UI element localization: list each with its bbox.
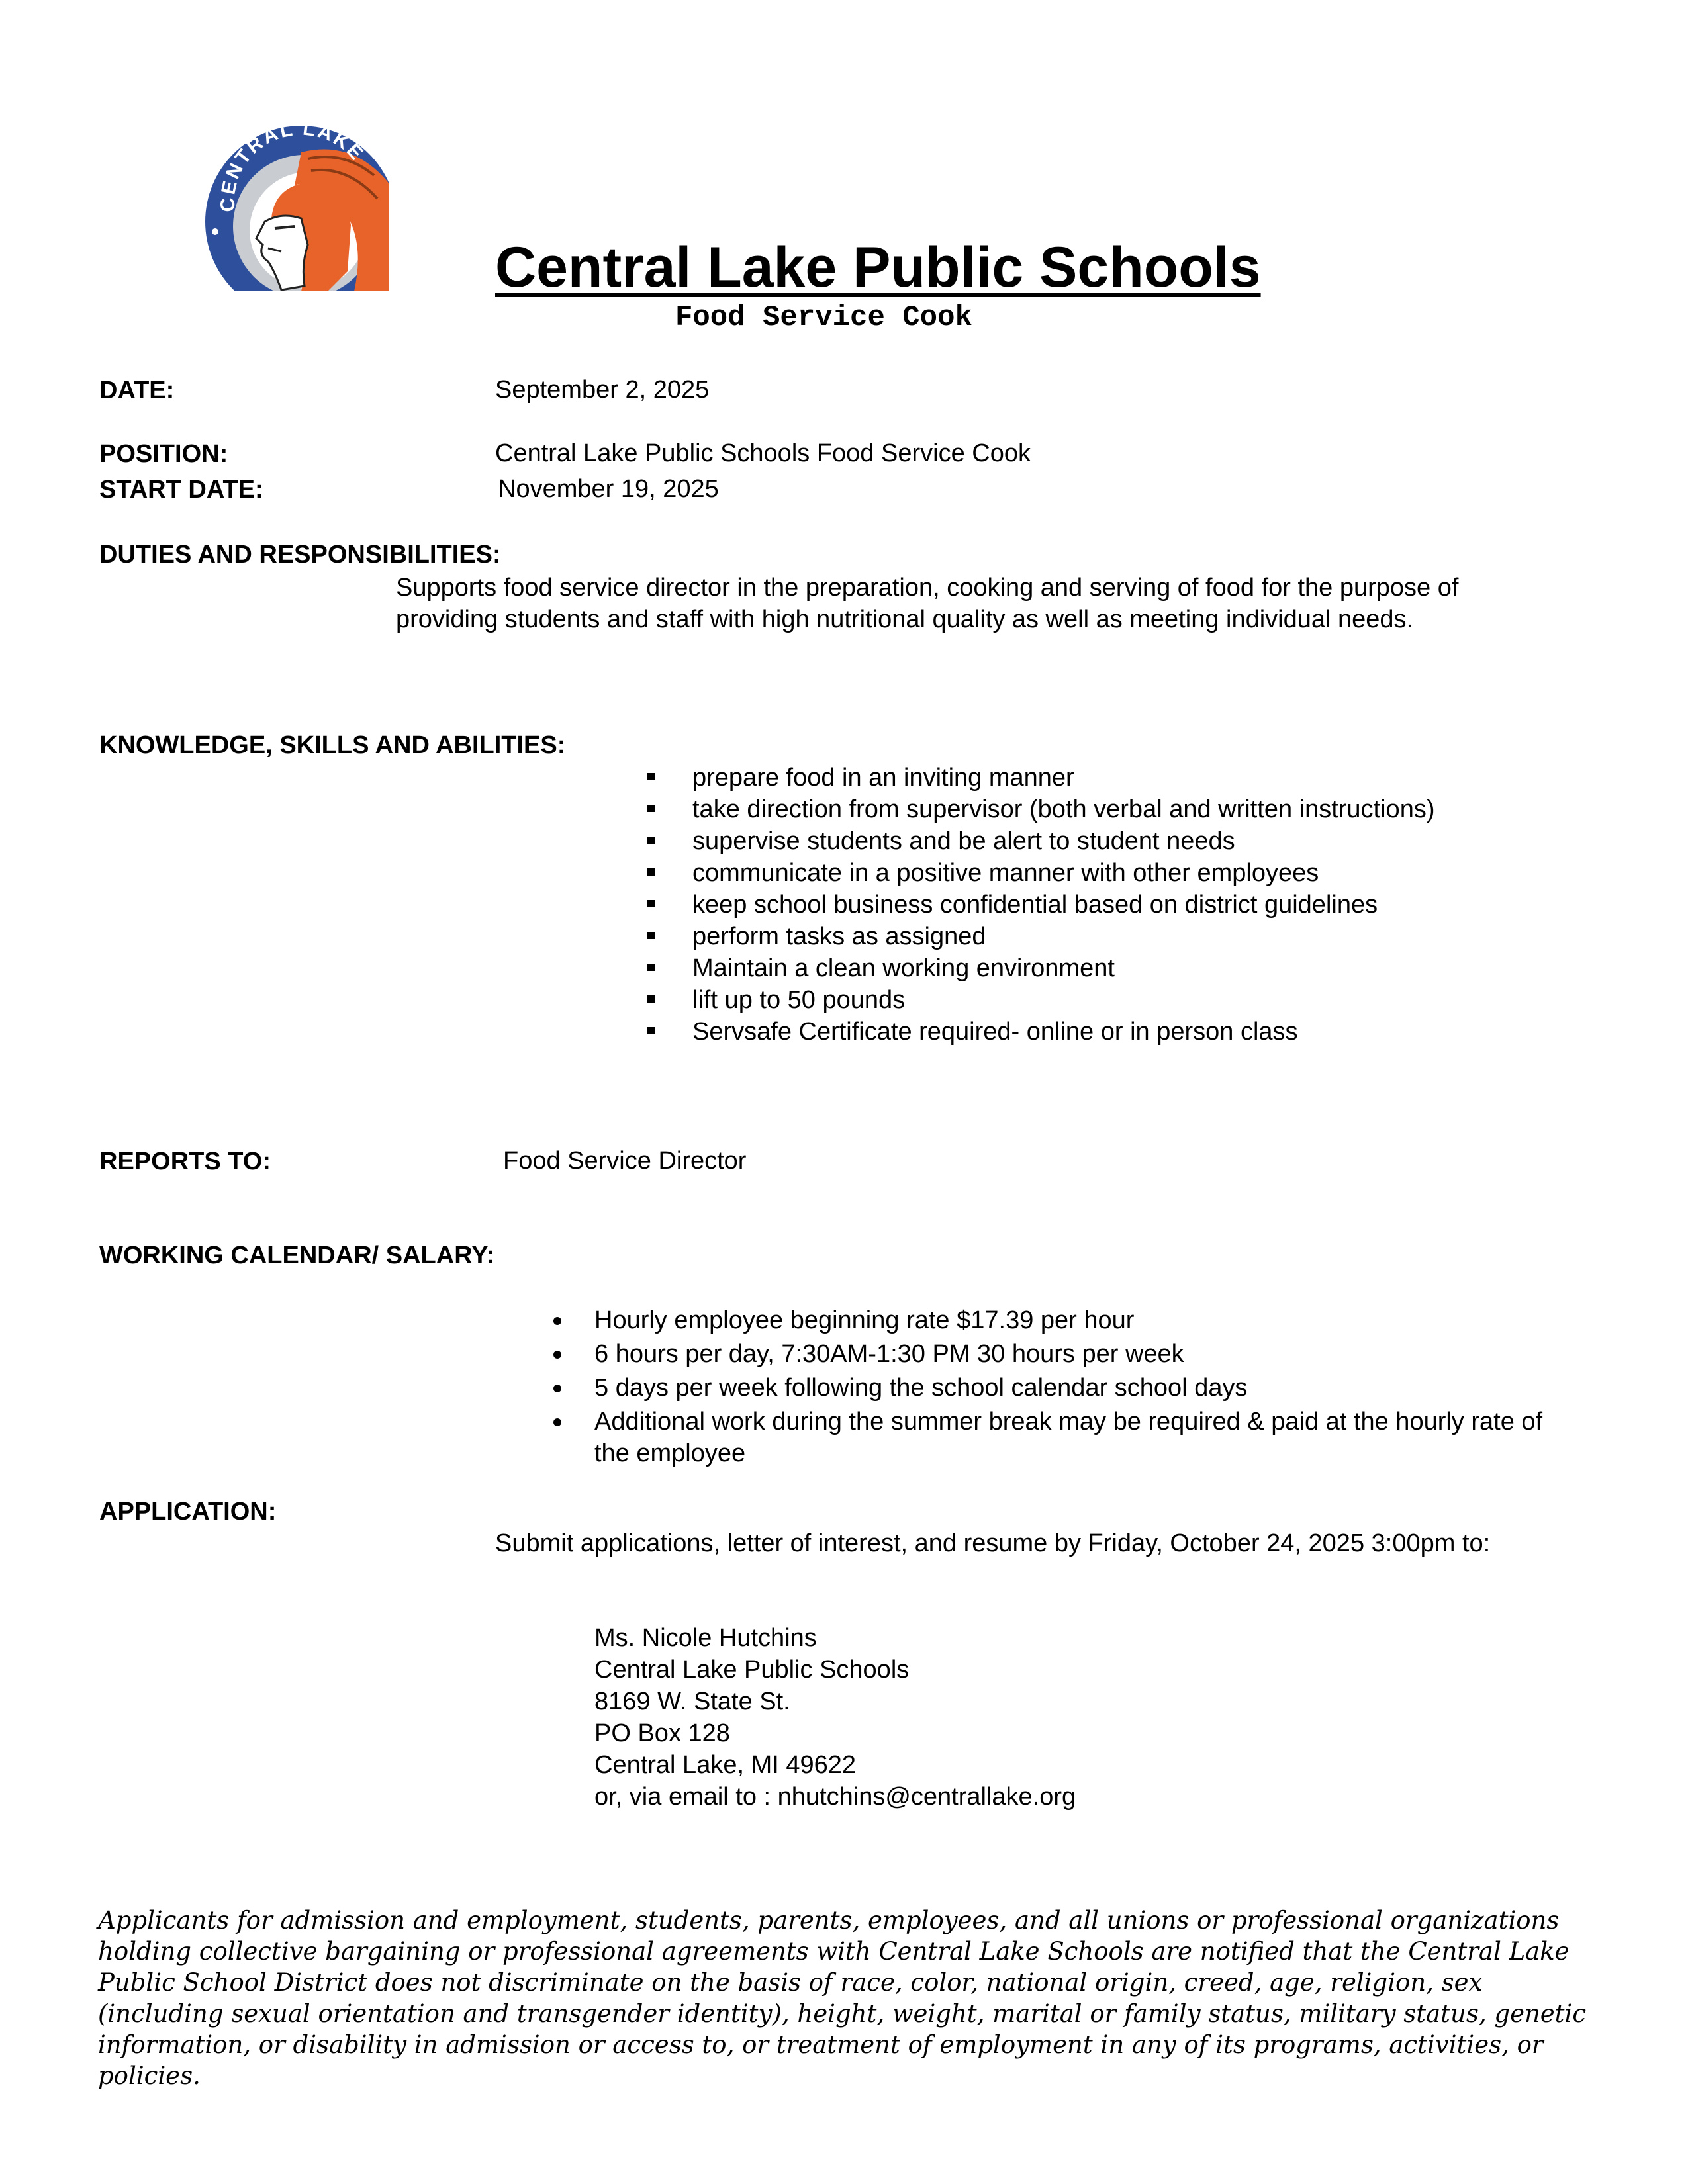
address-email-line: or, via email to : nhutchins@centrallake.org [594,1783,1076,1811]
address-line: Central Lake, MI 49622 [594,1751,857,1779]
list-item: keep school business confidential based on district guidelines [692,889,1434,921]
list-item: 6 hours per day, 7:30AM-1:30 PM 30 hours per week [594,1338,1561,1370]
address-line: 8169 W. State St. [594,1688,790,1715]
reports-to-value: Food Service Director [503,1147,747,1175]
round-bullet-icon [553,1418,561,1426]
square-bullet-icon [647,964,655,971]
duties-label: DUTIES AND RESPONSIBILITIES: [99,541,501,569]
duties-text: Supports food service director in the preparation, cooking and serving of food for the purpose of providing students and staff with high nutritional quality as well as meeting individual needs. [396,574,1459,633]
application-text: Submit applications, letter of interest, and resume by Friday, October 24, 2025 3:00pm to: [495,1529,1491,1557]
square-bullet-icon [647,837,655,844]
school-logo [202,113,391,291]
list-item: Additional work during the summer break may be required & paid at the hourly rate of the employee [594,1406,1561,1469]
list-item: supervise students and be alert to student needs [692,825,1434,857]
square-bullet-icon [647,868,655,876]
application-label: APPLICATION: [99,1498,277,1525]
calendar-label: WORKING CALENDAR/ SALARY: [99,1242,495,1269]
square-bullet-icon [647,932,655,939]
svg-text:CENTRAL LAKE: CENTRAL LAKE [216,117,369,212]
address-line: Ms. Nicole Hutchins [594,1624,817,1652]
calendar-list [594,1304,1561,1469]
reports-to-label: REPORTS TO: [99,1148,271,1175]
list-item: lift up to 50 pounds [692,984,1434,1016]
mailing-address [594,1622,1076,1813]
position-label: POSITION: [99,440,228,468]
date-label: DATE: [99,377,175,404]
round-bullet-icon [553,1351,561,1359]
address-line: PO Box 128 [594,1719,730,1747]
date-value: September 2, 2025 [495,376,710,404]
start-date-value: November 19, 2025 [498,475,719,503]
round-bullet-icon [553,1385,561,1392]
square-bullet-icon [647,995,655,1003]
list-item: Servsafe Certificate required- online or in person class [692,1016,1434,1048]
square-bullet-icon [647,773,655,780]
square-bullet-icon [647,805,655,812]
list-item: take direction from supervisor (both verbal and written instructions) [692,794,1434,825]
list-item: 5 days per week following the school calendar school days [594,1372,1561,1404]
non-discrimination-notice: Applicants for admission and employment, students, parents, employees, and all unions or professional organizations holding collective bargaining or professional agreements with Central Lake Schools are notified that the Central Lake Public School District does not discriminate on the basis of race, color, national origin, creed, age, religion, sex (including sexual orientation and transgender identity), height, weight, marital or family status, military status, genetic information, or disability in admission or access to, or treatment of employment in any of its programs, activities, or policies. [98,1906,1587,2090]
page-subtitle: Food Service Cook [675,301,972,334]
list-item: Maintain a clean working environment [692,952,1434,984]
square-bullet-icon [647,1027,655,1034]
list-item: prepare food in an inviting manner [692,762,1434,794]
ksa-list [692,762,1434,1048]
start-date-label: START DATE: [99,476,263,504]
trojan-helmet-logo-icon [202,113,391,291]
list-item: perform tasks as assigned [692,921,1434,952]
position-value: Central Lake Public Schools Food Service Cook [495,439,1031,467]
round-bullet-icon [553,1317,561,1325]
address-line: Central Lake Public Schools [594,1656,910,1684]
page-title: Central Lake Public Schools [495,236,1261,299]
list-item: communicate in a positive manner with other employees [692,857,1434,889]
list-item: Hourly employee beginning rate $17.39 per hour [594,1304,1561,1336]
square-bullet-icon [647,900,655,907]
ksa-label: KNOWLEDGE, SKILLS AND ABILITIES: [99,731,566,759]
